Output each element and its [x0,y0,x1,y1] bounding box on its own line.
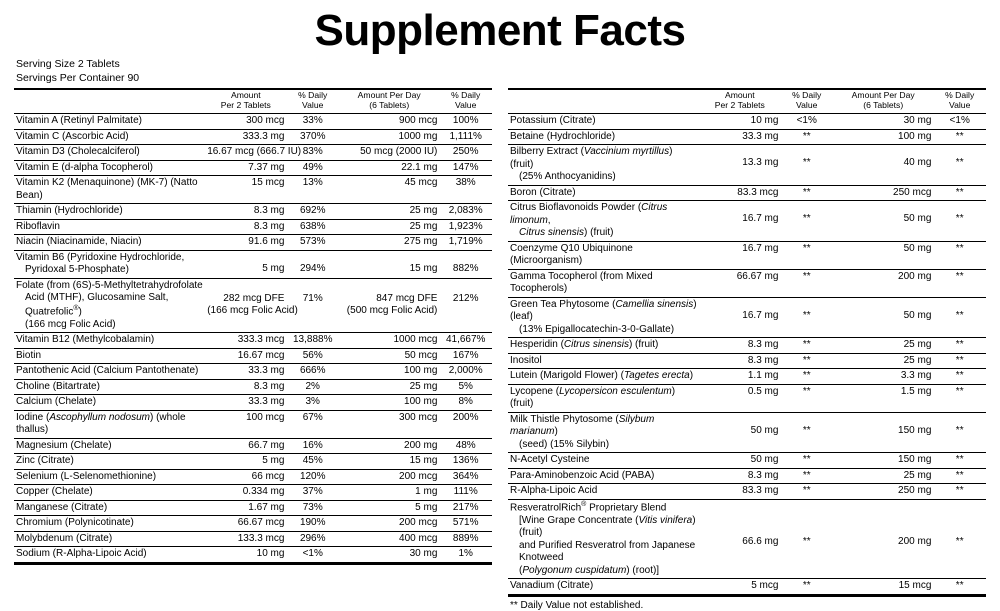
table-row [14,219,492,235]
table-row [508,241,986,269]
table-row [14,333,492,349]
table-row [14,547,492,563]
left-rows [14,114,492,562]
header-amount-6: Amount Per Day (6 Tablets) [833,89,933,111]
nutrient-name: Folate (from (6S)-5-Methyltetrahydrofolate Acid (MTHF), Glucosamine Salt, Quatrefolic®) (166 mcg Folic Acid) [14,278,205,332]
percent-daily-value-6: ** [933,185,986,201]
amount-per-2-tablets: 1.1 mg [699,369,780,385]
amount-per-2-tablets: 13.3 mg [699,145,780,186]
nutrient-name: Potassium (Citrate) [508,114,699,130]
table-row [14,250,492,278]
table-row [14,410,492,438]
nutrient-name: Lycopene (Lycopersicon esculentum) (fruit) [508,384,699,412]
percent-daily-value: ** [780,579,833,595]
nutrient-name: Inositol [508,353,699,369]
amount-per-2-tablets: 66.67 mcg [205,516,286,532]
amount-per-day-6-tablets: 200 mg [339,438,439,454]
percent-daily-value: 370% [286,129,339,145]
table-row [14,114,492,130]
amount-per-day-6-tablets: 22.1 mg [339,160,439,176]
table-header-row [14,89,492,111]
header-daily-value: % Daily Value [286,89,339,111]
amount-per-day-6-tablets: 50 mg [833,201,933,242]
amount-per-2-tablets: 282 mcg DFE (166 mcg Folic Acid) [205,278,286,332]
table-row [14,278,492,332]
amount-per-2-tablets: 8.3 mg [699,353,780,369]
amount-per-2-tablets: 16.7 mg [699,241,780,269]
nutrient-name: Vitamin A (Retinyl Palmitate) [14,114,205,130]
nutrient-name: Vitamin B12 (Methylcobalamin) [14,333,205,349]
right-bottom-rule [508,595,986,597]
percent-daily-value: 190% [286,516,339,532]
nutrient-name: Vitamin E (d-alpha Tocopherol) [14,160,205,176]
percent-daily-value: 573% [286,235,339,251]
serving-size: Serving Size 2 Tablets [16,58,120,71]
percent-daily-value-6: 1,719% [439,235,492,251]
percent-daily-value: ** [780,369,833,385]
percent-daily-value: 13,888% [286,333,339,349]
nutrient-name: Manganese (Citrate) [14,500,205,516]
table-row [14,454,492,470]
amount-per-day-6-tablets: 1000 mg [339,129,439,145]
percent-daily-value-6: 167% [439,348,492,364]
percent-daily-value-6: 2,083% [439,204,492,220]
table-row [14,160,492,176]
right-rows [508,114,986,594]
percent-daily-value-6: 48% [439,438,492,454]
table-row [508,145,986,186]
amount-per-day-6-tablets: 200 mg [833,269,933,297]
percent-daily-value-6: ** [933,297,986,338]
percent-daily-value: 33% [286,114,339,130]
percent-daily-value-6: 212% [439,278,492,332]
nutrient-name: Betaine (Hydrochloride) [508,129,699,145]
nutrient-name: Zinc (Citrate) [14,454,205,470]
nutrient-name: Niacin (Niacinamide, Niacin) [14,235,205,251]
right-nutrient-table [508,88,986,595]
amount-per-2-tablets: 91.6 mg [205,235,286,251]
percent-daily-value-6: ** [933,145,986,186]
nutrient-name: Calcium (Chelate) [14,395,205,411]
amount-per-day-6-tablets: 5 mg [339,500,439,516]
nutrient-name: Iodine (Ascophyllum nodosum) (whole thallus) [14,410,205,438]
left-nutrient-table [14,88,492,563]
nutrient-name: Choline (Bitartrate) [14,379,205,395]
nutrient-name: Hesperidin (Citrus sinensis) (fruit) [508,338,699,354]
amount-per-day-6-tablets: 200 mcg [339,516,439,532]
percent-daily-value: 37% [286,485,339,501]
amount-per-day-6-tablets: 45 mcg [339,176,439,204]
percent-daily-value: 692% [286,204,339,220]
amount-per-day-6-tablets: 250 mcg [833,185,933,201]
nutrient-name: ResveratrolRich® Proprietary Blend [Wine Grape Concentrate (Vitis vinifera) (fruit) and Purified Resveratrol from Japanese Knotweed (Polygonum cuspidatum) (root)] [508,499,699,578]
percent-daily-value: ** [780,353,833,369]
amount-per-day-6-tablets: 900 mcg [339,114,439,130]
nutrient-name: Vitamin B6 (Pyridoxine Hydrochloride, Pyridoxal 5-Phosphate) [14,250,205,278]
page-title: Supplement Facts [314,6,686,55]
amount-per-2-tablets: 50 mg [699,453,780,469]
amount-per-day-6-tablets: 50 mg [833,297,933,338]
amount-per-2-tablets: 10 mg [205,547,286,563]
percent-daily-value-6: 2,000% [439,364,492,380]
percent-daily-value: 49% [286,160,339,176]
table-row [508,369,986,385]
amount-per-day-6-tablets: 250 mg [833,484,933,500]
amount-per-2-tablets: 66.7 mg [205,438,286,454]
nutrient-name: Thiamin (Hydrochloride) [14,204,205,220]
percent-daily-value-6: ** [933,453,986,469]
percent-daily-value-6: ** [933,241,986,269]
percent-daily-value-6: 217% [439,500,492,516]
amount-per-day-6-tablets: 1000 mcg [339,333,439,349]
table-row [508,353,986,369]
percent-daily-value-6: ** [933,484,986,500]
percent-daily-value: ** [780,201,833,242]
nutrient-name: Molybdenum (Citrate) [14,531,205,547]
percent-daily-value-6: 1% [439,547,492,563]
table-row [508,201,986,242]
nutrient-name: Vitamin D3 (Cholecalciferol) [14,145,205,161]
percent-daily-value: 294% [286,250,339,278]
nutrient-name: Magnesium (Chelate) [14,438,205,454]
amount-per-2-tablets: 8.3 mg [205,204,286,220]
table-row [508,384,986,412]
table-row [14,235,492,251]
nutrient-name: Bilberry Extract (Vaccinium myrtillus) (fruit) (25% Anthocyanidins) [508,145,699,186]
amount-per-2-tablets: 7.37 mg [205,160,286,176]
percent-daily-value: 56% [286,348,339,364]
amount-per-2-tablets: 15 mcg [205,176,286,204]
header-name [14,89,205,111]
amount-per-2-tablets: 133.3 mcg [205,531,286,547]
amount-per-day-6-tablets: 1 mg [339,485,439,501]
nutrition-columns [14,88,986,611]
table-row [508,453,986,469]
percent-daily-value-6: ** [933,579,986,595]
table-row [14,204,492,220]
amount-per-2-tablets: 8.3 mg [699,338,780,354]
amount-per-2-tablets: 10 mg [699,114,780,130]
percent-daily-value-6: 364% [439,469,492,485]
percent-daily-value-6: ** [933,269,986,297]
amount-per-2-tablets: 333.3 mg [205,129,286,145]
nutrient-name: Pantothenic Acid (Calcium Pantothenate) [14,364,205,380]
table-row [508,297,986,338]
percent-daily-value: <1% [780,114,833,130]
servings-per-container: Servings Per Container 90 [16,71,140,84]
percent-daily-value-6: 38% [439,176,492,204]
amount-per-day-6-tablets: 847 mcg DFE (500 mcg Folic Acid) [339,278,439,332]
percent-daily-value: ** [780,453,833,469]
table-row [14,145,492,161]
nutrient-name: Vitamin C (Ascorbic Acid) [14,129,205,145]
amount-per-day-6-tablets: 30 mg [833,114,933,130]
table-row [14,516,492,532]
amount-per-day-6-tablets: 300 mcg [339,410,439,438]
table-row [14,531,492,547]
percent-daily-value: 296% [286,531,339,547]
footnote: ** Daily Value not established. [510,599,644,611]
percent-daily-value-6: 571% [439,516,492,532]
percent-daily-value-6: ** [933,412,986,453]
amount-per-day-6-tablets: 400 mcg [339,531,439,547]
percent-daily-value-6: ** [933,201,986,242]
amount-per-day-6-tablets: 15 mcg [833,579,933,595]
amount-per-2-tablets: 16.7 mg [699,201,780,242]
percent-daily-value: ** [780,129,833,145]
percent-daily-value: 3% [286,395,339,411]
percent-daily-value-6: 100% [439,114,492,130]
amount-per-day-6-tablets: 275 mg [339,235,439,251]
percent-daily-value-6: 1,923% [439,219,492,235]
nutrient-name: Vitamin K2 (Menaquinone) (MK-7) (Natto Bean) [14,176,205,204]
amount-per-day-6-tablets: 100 mg [339,395,439,411]
table-row [508,412,986,453]
table-row [508,468,986,484]
percent-daily-value-6: ** [933,369,986,385]
table-row [508,579,986,595]
header-amount-2: Amount Per 2 Tablets [205,89,286,111]
percent-daily-value: ** [780,384,833,412]
amount-per-2-tablets: 33.3 mg [205,364,286,380]
percent-daily-value: ** [780,185,833,201]
table-row [508,269,986,297]
percent-daily-value-6: <1% [933,114,986,130]
table-row [14,438,492,454]
amount-per-2-tablets: 100 mcg [205,410,286,438]
amount-per-2-tablets: 5 mg [205,454,286,470]
amount-per-day-6-tablets: 200 mg [833,499,933,578]
amount-per-2-tablets: 33.3 mg [699,129,780,145]
amount-per-day-6-tablets: 25 mg [339,219,439,235]
percent-daily-value-6: 200% [439,410,492,438]
nutrient-name: Green Tea Phytosome (Camellia sinensis) (leaf) (13% Epigallocatechin-3-0-Gallate) [508,297,699,338]
percent-daily-value-6: ** [933,384,986,412]
amount-per-day-6-tablets: 25 mg [833,468,933,484]
table-row [14,500,492,516]
amount-per-day-6-tablets: 200 mcg [339,469,439,485]
table-row [14,469,492,485]
nutrient-name: Coenzyme Q10 Ubiquinone (Microorganism) [508,241,699,269]
header-amount-6: Amount Per Day (6 Tablets) [339,89,439,111]
percent-daily-value-6: ** [933,353,986,369]
amount-per-day-6-tablets: 100 mg [339,364,439,380]
amount-per-day-6-tablets: 150 mg [833,412,933,453]
left-column [14,88,492,565]
table-row [14,129,492,145]
nutrient-name: Selenium (L-Selenomethionine) [14,469,205,485]
amount-per-day-6-tablets: 50 mg [833,241,933,269]
amount-per-2-tablets: 1.67 mg [205,500,286,516]
percent-daily-value: ** [780,412,833,453]
percent-daily-value-6: 882% [439,250,492,278]
table-row [508,338,986,354]
header-daily-value-6: % Daily Value [933,89,986,111]
percent-daily-value: ** [780,484,833,500]
amount-per-2-tablets: 16.7 mg [699,297,780,338]
table-row [508,499,986,578]
nutrient-name: Biotin [14,348,205,364]
table-row [14,176,492,204]
percent-daily-value: 83% [286,145,339,161]
table-row [14,379,492,395]
percent-daily-value: <1% [286,547,339,563]
amount-per-2-tablets: 66 mcg [205,469,286,485]
nutrient-name: N-Acetyl Cysteine [508,453,699,469]
amount-per-day-6-tablets: 15 mg [339,454,439,470]
amount-per-2-tablets: 66.6 mg [699,499,780,578]
amount-per-day-6-tablets: 50 mcg (2000 IU) [339,145,439,161]
percent-daily-value: ** [780,297,833,338]
percent-daily-value: ** [780,338,833,354]
amount-per-2-tablets: 33.3 mg [205,395,286,411]
percent-daily-value: ** [780,468,833,484]
table-row [508,484,986,500]
nutrient-name: Gamma Tocopherol (from Mixed Tocopherols) [508,269,699,297]
amount-per-day-6-tablets: 40 mg [833,145,933,186]
percent-daily-value: 120% [286,469,339,485]
nutrient-name: Para-Aminobenzoic Acid (PABA) [508,468,699,484]
serving-info [16,58,986,85]
table-row [14,348,492,364]
amount-per-day-6-tablets: 150 mg [833,453,933,469]
amount-per-2-tablets: 66.67 mg [699,269,780,297]
percent-daily-value-6: 5% [439,379,492,395]
amount-per-2-tablets: 83.3 mg [699,484,780,500]
percent-daily-value: ** [780,145,833,186]
percent-daily-value-6: 889% [439,531,492,547]
amount-per-2-tablets: 5 mg [205,250,286,278]
percent-daily-value-6: 41,667% [439,333,492,349]
percent-daily-value: 45% [286,454,339,470]
percent-daily-value: 67% [286,410,339,438]
amount-per-2-tablets: 50 mg [699,412,780,453]
amount-per-day-6-tablets: 100 mg [833,129,933,145]
amount-per-day-6-tablets: 25 mg [339,204,439,220]
percent-daily-value: 666% [286,364,339,380]
left-bottom-rule [14,563,492,565]
amount-per-day-6-tablets: 15 mg [339,250,439,278]
nutrient-name: Copper (Chelate) [14,485,205,501]
amount-per-2-tablets: 16.67 mcg [205,348,286,364]
amount-per-day-6-tablets: 1.5 mg [833,384,933,412]
header-daily-value: % Daily Value [780,89,833,111]
table-row [14,364,492,380]
amount-per-2-tablets: 333.3 mcg [205,333,286,349]
amount-per-2-tablets: 0.334 mg [205,485,286,501]
amount-per-2-tablets: 0.5 mg [699,384,780,412]
amount-per-day-6-tablets: 30 mg [339,547,439,563]
table-header-row [508,89,986,111]
table-row [508,185,986,201]
amount-per-2-tablets: 8.3 mg [205,219,286,235]
nutrient-name: Lutein (Marigold Flower) (Tagetes erecta) [508,369,699,385]
header-daily-value-6: % Daily Value [439,89,492,111]
nutrient-name: Citrus Bioflavonoids Powder (Citrus limonum, Citrus sinensis) (fruit) [508,201,699,242]
table-row [14,395,492,411]
amount-per-day-6-tablets: 25 mg [833,338,933,354]
amount-per-2-tablets: 16.67 mcg (666.7 IU) [205,145,286,161]
percent-daily-value: 13% [286,176,339,204]
nutrient-name: Chromium (Polynicotinate) [14,516,205,532]
amount-per-2-tablets: 8.3 mg [205,379,286,395]
table-row [508,129,986,145]
amount-per-day-6-tablets: 25 mg [339,379,439,395]
percent-daily-value: 638% [286,219,339,235]
percent-daily-value-6: ** [933,499,986,578]
percent-daily-value-6: 111% [439,485,492,501]
amount-per-2-tablets: 8.3 mg [699,468,780,484]
percent-daily-value: ** [780,499,833,578]
percent-daily-value-6: 8% [439,395,492,411]
table-row [14,485,492,501]
nutrient-name: Milk Thistle Phytosome (Silybum marianum) (seed) (15% Silybin) [508,412,699,453]
percent-daily-value: ** [780,241,833,269]
nutrient-name: Sodium (R-Alpha-Lipoic Acid) [14,547,205,563]
percent-daily-value-6: 136% [439,454,492,470]
nutrient-name: Boron (Citrate) [508,185,699,201]
percent-daily-value-6: ** [933,338,986,354]
percent-daily-value: 16% [286,438,339,454]
percent-daily-value-6: 1,111% [439,129,492,145]
nutrient-name: R-Alpha-Lipoic Acid [508,484,699,500]
header-amount-2: Amount Per 2 Tablets [699,89,780,111]
percent-daily-value-6: 250% [439,145,492,161]
amount-per-day-6-tablets: 25 mg [833,353,933,369]
percent-daily-value: 71% [286,278,339,332]
percent-daily-value: ** [780,269,833,297]
amount-per-2-tablets: 5 mcg [699,579,780,595]
amount-per-day-6-tablets: 3.3 mg [833,369,933,385]
table-row [508,114,986,130]
amount-per-2-tablets: 83.3 mcg [699,185,780,201]
percent-daily-value: 73% [286,500,339,516]
nutrient-name: Riboflavin [14,219,205,235]
percent-daily-value-6: ** [933,129,986,145]
amount-per-day-6-tablets: 50 mcg [339,348,439,364]
percent-daily-value-6: ** [933,468,986,484]
percent-daily-value: 2% [286,379,339,395]
nutrient-name: Vanadium (Citrate) [508,579,699,595]
right-column [508,88,986,611]
header-name [508,89,699,111]
amount-per-2-tablets: 300 mcg [205,114,286,130]
percent-daily-value-6: 147% [439,160,492,176]
